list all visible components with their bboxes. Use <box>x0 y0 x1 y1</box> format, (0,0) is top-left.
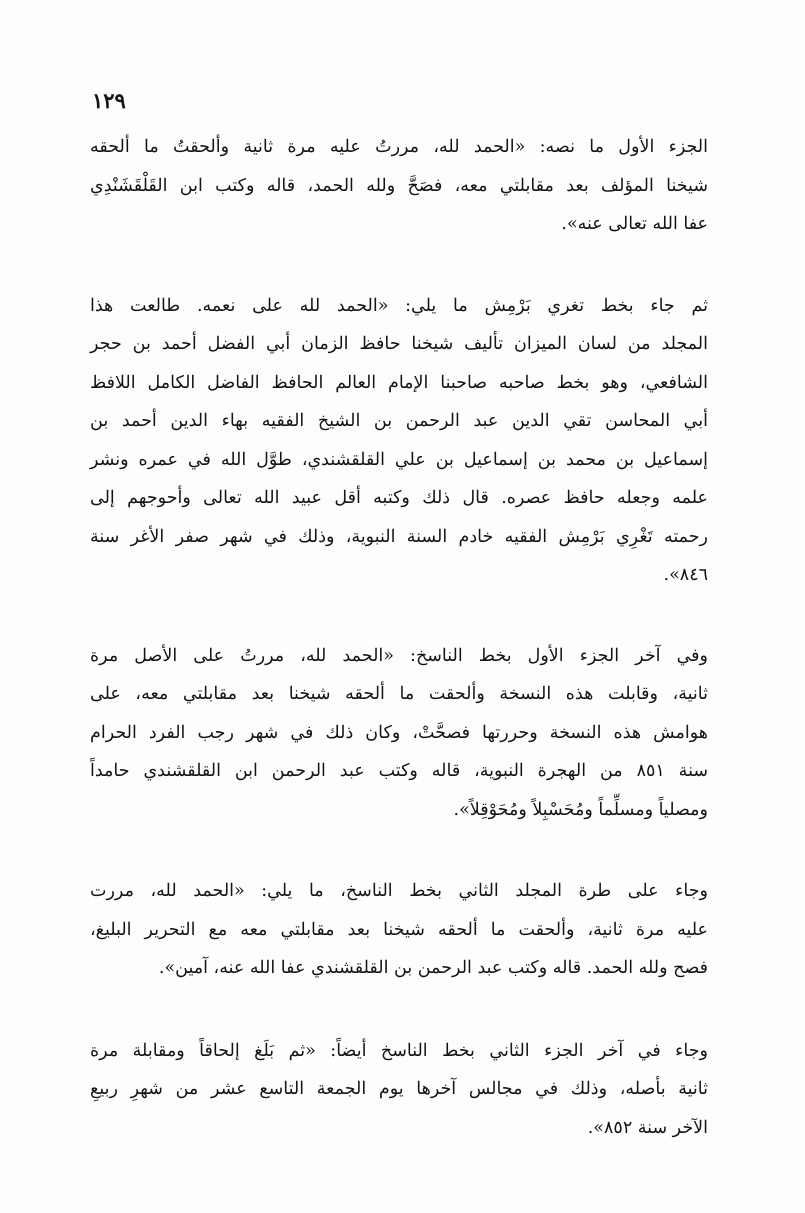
text-line: ثانية، وقابلت هذه النسخة وألحقت ما ألحقه شيخنا بعد مقابلتي معه، على <box>90 684 709 704</box>
text-line: ٨٤٦». <box>663 565 708 585</box>
paragraph-first-volume-note <box>90 128 708 244</box>
paragraph-first-volume-end-note <box>90 637 708 830</box>
text-line: ثم جاء بخط تغري بَرْمِش ما يلي: «الحمد لله على نعمه. طالعت هذا <box>90 295 708 316</box>
text-line: سنة ٨٥١ من الهجرة النبوية، قاله وكتب عبد الرحمن ابن القلقشندي حامداً <box>90 761 709 781</box>
paragraph-second-volume-title-note <box>90 872 708 988</box>
text-line: الجزء الأول ما نصه: «الحمد لله، مررتُ عليه مرة ثانية وألحقتُ ما ألحقه <box>90 137 708 157</box>
text-line: وجاء على طرة المجلد الثاني بخط الناسخ، ما يلي: «الحمد لله، مررت <box>90 881 708 901</box>
text-line: إسماعيل بن محمد بن إسماعيل بن علي القلقشندي، طوَّل الله في عمره ونشر <box>90 449 708 470</box>
text-line: ومصلياً ومسلِّماً ومُحَسْبِلاً ومُحَوْقِلاً». <box>453 799 708 820</box>
page-body <box>90 128 708 1147</box>
paragraph-taghri-birmish-note <box>90 287 708 595</box>
text-line: أبي المحاسن تقي الدين عبد الرحمن بن الشيخ الفقيه بهاء الدين أحمد بن <box>90 411 708 431</box>
text-line: الآخر سنة ٨٥٢». <box>587 1117 708 1138</box>
text-line: عفا الله تعالى عنه». <box>561 214 708 234</box>
text-line: المجلد من لسان الميزان تأليف شيخنا حافظ الزمان أبي الفضل أحمد بن حجر <box>90 334 708 354</box>
text-line: وجاء في آخر الجزء الثاني بخط الناسخ أيضاً: «ثم بَلَغ إلحاقاً ومقابلة مرة <box>90 1040 708 1061</box>
text-line: فصح ولله الحمد. قاله وكتب عبد الرحمن بن القلقشندي عفا الله عنه، آمين». <box>158 958 708 978</box>
text-line: الشافعي، وهو بخط صاحبه صاحبنا الإمام العالم الحافظ الفاضل الكامل اللافظ <box>90 372 708 393</box>
text-line: ثانية بأصله، وذلك في مجالس آخرها يوم الجمعة التاسع عشر من شهرِ ربيعِ <box>90 1079 708 1099</box>
paragraph-second-volume-end-note <box>90 1032 708 1148</box>
text-line: رحمته تَغْرِي بَرْمِش الفقيه خادم السنة النبوية، وذلك في شهر صفر الأغر سنة <box>90 526 708 547</box>
text-line: شيخنا المؤلف بعد مقابلتي معه، فصَحَّ ولله الحمد، قاله وكتب ابن القَلْقَشَنْدِي <box>90 175 708 196</box>
text-line: علمه وجعله حافظ عصره. قال ذلك وكتبه أقل عبيد الله تعالى وأحوجهم إلى <box>90 488 708 508</box>
text-line: عليه مرة ثانية، وألحقت ما ألحقه شيخنا بعد مقابلتي معه مع التحرير البليغ، <box>90 919 708 940</box>
page-number: ١٢٩ <box>92 88 126 113</box>
text-line: وفي آخر الجزء الأول بخط الناسخ: «الحمد لله، مررتُ على الأصل مرة <box>90 645 708 666</box>
text-line: هوامش هذه النسخة وحررتها فصحَّتْ، وكان ذلك في شهر رجب الفرد الحرام <box>90 722 708 743</box>
